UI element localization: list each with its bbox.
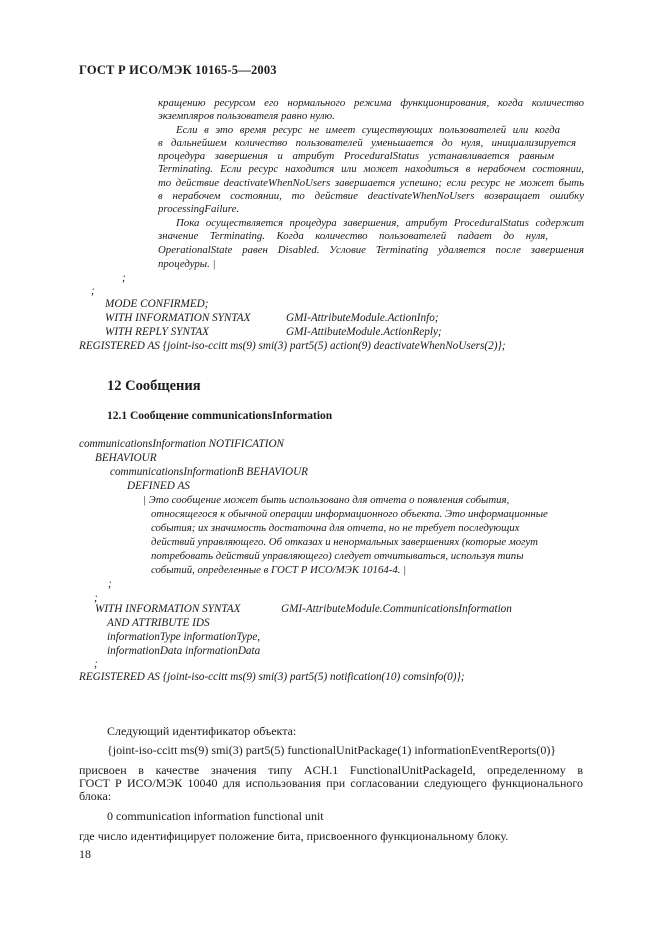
semicolon: ;: [94, 592, 98, 604]
text-line: кращению ресурсом его нормального режима функционирования, когда количество: [158, 97, 584, 109]
subsection-title: 12.1 Сообщение communicationsInformation: [107, 410, 333, 422]
paragraph-line: присвоен в качестве значения типу ACH.1 FunctionalUnitPackageId, определенному в: [79, 763, 583, 777]
text-line: | Это сообщение может быть использовано для отчета о появления события,: [143, 494, 510, 506]
document-header: ГОСТ Р ИСО/МЭК 10165-5—2003: [79, 63, 277, 77]
text-line: Terminating. Если ресурс находится или может находиться в нерабочем состоянии,: [158, 163, 584, 175]
text-line: processingFailure.: [158, 203, 240, 215]
with-reply-value: GMI-AttibuteModule.ActionReply;: [286, 326, 442, 338]
text-line: действий управляющего. Об отказах и ненормальных завершениях (которые могут: [151, 536, 538, 548]
registered-line: REGISTERED AS {joint-iso-ccitt ms(9) smi(3) part5(5) notification(10) comsinfo(0)};: [79, 671, 465, 683]
text-line: то действие deactivateWhenNoUsers завершается успешно; если ресурс не может быть: [158, 177, 584, 189]
text-line: OperationalState равен Disabled. Условие Terminating удаляется после завершения: [158, 244, 584, 256]
text-line: экземпляров пользователя равно нулю.: [158, 110, 335, 122]
text-line: потребовать действий управляющего) следует отчитываться, используя типы: [151, 550, 524, 562]
text-line: значение Terminating. Когда количество пользователей падает до нуля,: [158, 230, 548, 242]
notification-line: communicationsInformation NOTIFICATION: [79, 438, 284, 450]
with-reply-keyword: WITH REPLY SYNTAX: [105, 326, 209, 338]
paragraph: где число идентифицирует положение бита, присвоенного функциональному блоку.: [79, 829, 509, 843]
attribute-line: informationData informationData: [107, 645, 261, 657]
with-info-value: GMI-AttributeModule.ActionInfo;: [286, 312, 439, 324]
registered-line: REGISTERED AS {joint-iso-ccitt ms(9) smi(3) part5(5) action(9) deactivateWhenNoUsers(2)};: [79, 340, 506, 352]
attribute-line: informationType informationType,: [107, 631, 261, 643]
behaviour-keyword: BEHAVIOUR: [95, 452, 157, 464]
text-line: в дальнейшем количество пользователей уменьшается до нуля, инициализируется: [158, 137, 576, 149]
text-line: относящегося к обычной операции информационного объекта. Это информационные: [151, 508, 548, 520]
text-line: событий, определенные в ГОСТ Р ИСО/МЭК 10164-4. |: [151, 564, 407, 576]
with-info-keyword: WITH INFORMATION SYNTAX: [105, 312, 251, 324]
page-number: 18: [79, 847, 91, 861]
object-identifier: {joint-iso-ccitt ms(9) smi(3) part5(5) functionalUnitPackage(1) informationEventReports(0)}: [107, 743, 557, 757]
paragraph: Следующий идентификатор объекта:: [107, 724, 297, 738]
text-line: события; их значимость достаточна для отчета, но не требует последующих: [151, 522, 520, 534]
with-info-value: GMI-AttributeModule.CommunicationsInformation: [281, 603, 512, 615]
defined-as: DEFINED AS: [127, 480, 190, 492]
semicolon: ;: [122, 272, 126, 284]
semicolon: ;: [94, 658, 98, 670]
text-line: процедуры. |: [158, 258, 216, 270]
section-title: 12 Сообщения: [107, 378, 201, 394]
semicolon: ;: [91, 285, 95, 297]
functional-unit-line: 0 communication information functional unit: [107, 809, 324, 823]
paragraph-line: блока:: [79, 789, 112, 803]
text-line: в нерабочем состоянии, то действие deactivateWhenNoUsers возвращает ошибку: [158, 190, 584, 202]
with-info-keyword: WITH INFORMATION SYNTAX: [95, 603, 241, 615]
behaviour-line: communicationsInformationB BEHAVIOUR: [110, 466, 308, 478]
text-line: Пока осуществляется процедура завершения, атрибут ProceduralStatus содержит: [176, 217, 584, 229]
semicolon: ;: [108, 578, 112, 590]
text-line: Если в это время ресурс не имеет существующих пользователей или когда: [176, 124, 560, 136]
attribute-ids-keyword: AND ATTRIBUTE IDS: [107, 617, 210, 629]
mode-line: MODE CONFIRMED;: [105, 298, 209, 310]
paragraph-line: ГОСТ Р ИСО/МЭК 10040 для использования при согласовании следующего функционального: [79, 776, 583, 790]
text-line: процедура завершения и атрибут ProceduralStatus устанавливается равным: [158, 150, 554, 162]
